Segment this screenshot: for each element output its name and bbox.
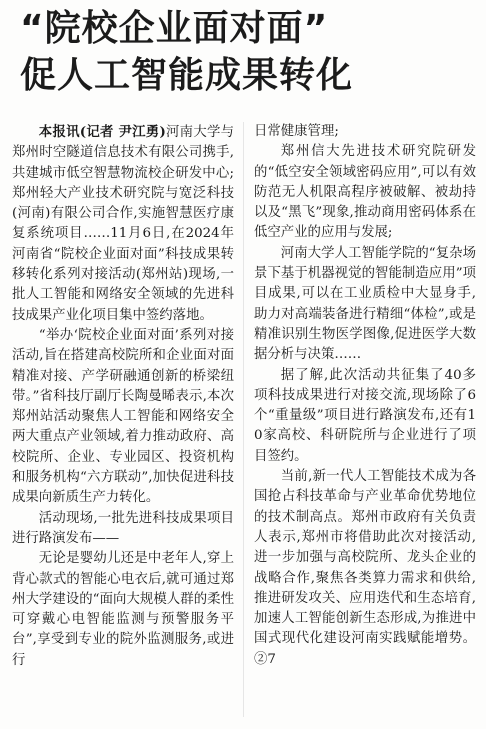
lead-paragraph	[12, 122, 234, 326]
headline-line-1: “院校企业面对面”	[20, 8, 329, 49]
headline-line-2: 促人工智能成果转化	[20, 54, 354, 96]
continued-line: 日常健康管理;	[254, 124, 339, 139]
body-paragraph: 活动现场,一批先进科技成果项目进行路演发布——	[12, 510, 234, 546]
body-paragraph: 郑州信大先进技术研究院研发的“低空安全领域密码应用”,可以有效防范无人机限高程序被破解、被劫持以及“黑飞”现象,推动商用密码体系在低空产业的应用与发展;	[254, 144, 476, 241]
body-paragraph: 无论是婴幼儿还是中老年人,穿上背心款式的智能心电衣后,就可通过郑州大学建设的“面向大规模人群的柔性可穿戴心电智能监测与预警服务平台”,享受到专业的院外监测服务,或进行	[12, 551, 234, 668]
body-paragraph: 河南大学人工智能学院的“复杂场景下基于机器视觉的智能制造应用”项目成果,可以在工业质检中大显身手,助力对高端装备进行精细“体检”,或是精准识别生物医学图像,促进医学大数据分析与决策……	[254, 245, 476, 363]
column-divider	[243, 122, 244, 717]
body-paragraph: “举办‘院校企业面对面’系列对接活动,旨在搭建高校院所和企业面对面精准对接、产学研融通创新的桥梁纽带。”省科技厅副厅长陶曼晞表示,本次郑州站活动聚焦人工智能和网络安全两大重点产业领域,着力推动政府、高校院所、企业、专业园区、投资机构和服务机构“六方联动”,加快促进科技成果向新质生产力转化。	[12, 327, 234, 506]
left-column	[12, 122, 234, 671]
body-paragraph: 当前,新一代人工智能技术成为各国抢占科技革命与产业革命优势地位的技术制高点。郑州市政府有关负责人表示,郑州市将借助此次对接活动,进一步加强与高校院所、龙头企业的战略合作,聚焦各类算力需求和供给,推进研发攻关、应用迭代和生态培育,加速人工智能创新生态形成,为推进中国式现代化建设河南实践赋能增势。②7	[254, 469, 476, 667]
headline	[20, 10, 470, 96]
right-column	[254, 122, 476, 670]
lead-paragraph-text: 河南大学与郑州时空隧道信息技术有限公司携手,共建城市低空智慧物流校企研发中心;郑州轻大产业技术研究院与宽泛科技(河南)有限公司合作,实施智慧医疗康复系统项目……11月6日,在2024年河南省“院校企业面对面”科技成果转移转化系列对接活动(郑州站)现场,一批人工智能和网络安全领域的先进科技成果产业化项目集中签约落地。	[12, 125, 234, 323]
body-paragraph: 据了解,此次活动共征集了40多项科技成果进行对接交流,现场除了6个“重量级”项目进行路演发布,还有10家高校、科研院所与企业进行了项目签约。	[254, 367, 476, 464]
byline: 本报讯(记者 尹江勇)	[38, 124, 166, 140]
